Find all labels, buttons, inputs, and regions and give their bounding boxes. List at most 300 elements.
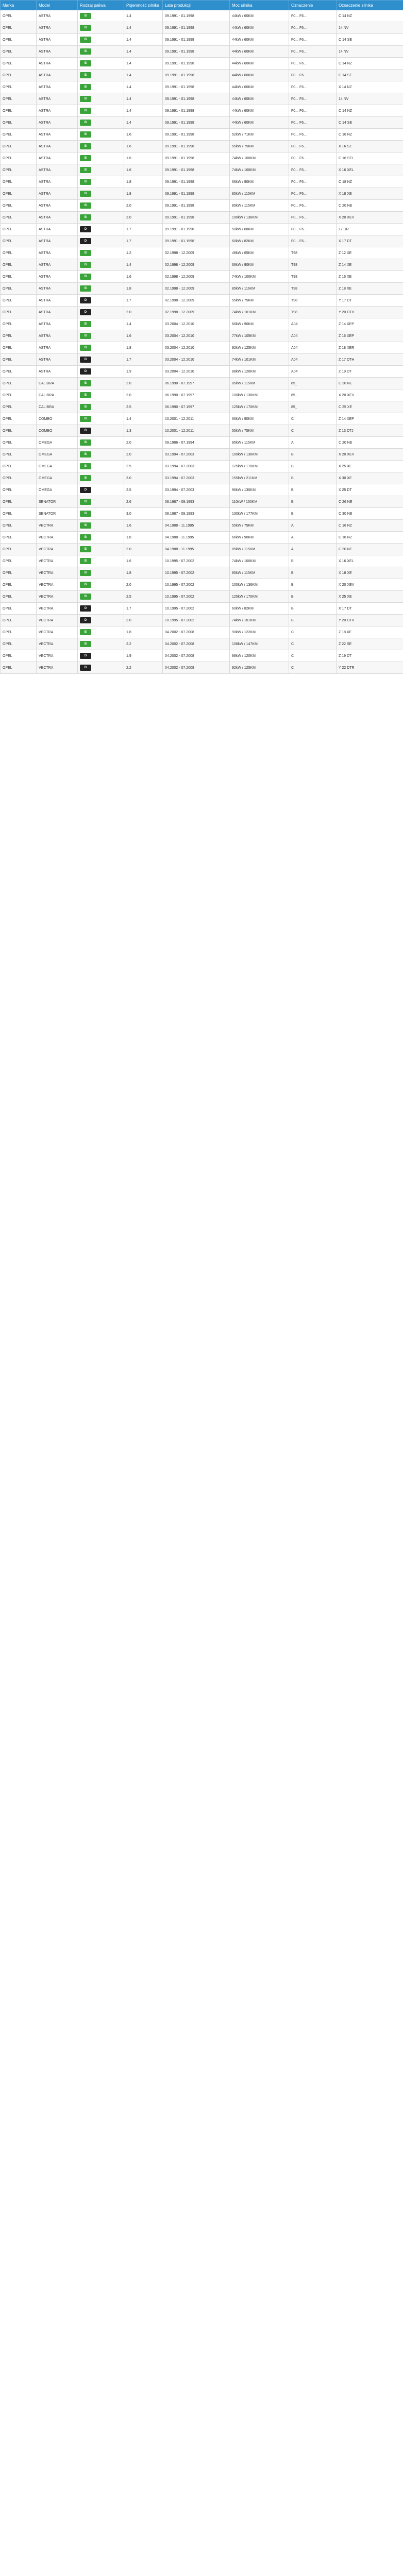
cell-capacity: 3.0 bbox=[124, 508, 163, 520]
fuel-badge: B bbox=[80, 345, 91, 351]
cell-years: 04.2002 - 07.2008 bbox=[163, 638, 230, 650]
cell-model: OMEGA bbox=[37, 461, 78, 472]
header-years: Lata produkcji bbox=[163, 1, 230, 10]
table-row bbox=[1, 591, 403, 603]
cell-code: F0... F6... bbox=[289, 105, 337, 117]
fuel-badge: B bbox=[80, 120, 91, 126]
fuel-badge: B bbox=[80, 285, 91, 292]
cell-model: ASTRA bbox=[37, 105, 78, 117]
table-row bbox=[1, 200, 403, 212]
cell-power: 48kW / 65KM bbox=[230, 247, 289, 259]
fuel-badge: D bbox=[80, 665, 91, 671]
cell-fuel bbox=[78, 389, 124, 401]
parts-compatibility-table bbox=[0, 0, 403, 674]
cell-make: OPEL bbox=[1, 176, 37, 188]
cell-power: 125kW / 170KM bbox=[230, 591, 289, 603]
cell-make: OPEL bbox=[1, 650, 37, 662]
cell-years: 10.1995 - 07.2002 bbox=[163, 615, 230, 626]
cell-engine: Z 14 XEP bbox=[337, 413, 403, 425]
cell-power: 88kW / 120KM bbox=[230, 366, 289, 378]
cell-fuel bbox=[78, 22, 124, 34]
cell-engine: Z 16 XE bbox=[337, 271, 403, 283]
cell-code: F0... F6... bbox=[289, 117, 337, 129]
fuel-badge: B bbox=[80, 274, 91, 280]
cell-capacity: 1.6 bbox=[124, 520, 163, 532]
cell-power: 74kW / 100KM bbox=[230, 164, 289, 176]
cell-model: ASTRA bbox=[37, 259, 78, 271]
cell-code: B bbox=[289, 591, 337, 603]
table-row bbox=[1, 93, 403, 105]
cell-make: OPEL bbox=[1, 235, 37, 247]
cell-code: C bbox=[289, 626, 337, 638]
cell-fuel bbox=[78, 413, 124, 425]
cell-make: OPEL bbox=[1, 224, 37, 235]
cell-capacity: 2.0 bbox=[124, 579, 163, 591]
cell-fuel bbox=[78, 141, 124, 152]
cell-code: F0... F6... bbox=[289, 235, 337, 247]
table-row bbox=[1, 354, 403, 366]
cell-power: 66kW / 90KM bbox=[230, 176, 289, 188]
cell-make: OPEL bbox=[1, 544, 37, 555]
table-row bbox=[1, 283, 403, 295]
header-capacity: Pojemność silnika bbox=[124, 1, 163, 10]
cell-engine: X 18 XE bbox=[337, 567, 403, 579]
cell-years: 03.2004 - 12.2010 bbox=[163, 318, 230, 330]
cell-code: T98 bbox=[289, 247, 337, 259]
cell-capacity: 1.2 bbox=[124, 247, 163, 259]
cell-code: T98 bbox=[289, 295, 337, 307]
cell-capacity: 2.0 bbox=[124, 389, 163, 401]
cell-power: 155kW / 211KM bbox=[230, 472, 289, 484]
fuel-badge: B bbox=[80, 404, 91, 410]
cell-power: 85kW / 115KM bbox=[230, 378, 289, 389]
cell-capacity: 1.8 bbox=[124, 567, 163, 579]
cell-capacity: 2.0 bbox=[124, 449, 163, 461]
table-row bbox=[1, 389, 403, 401]
cell-engine: C 14 NZ bbox=[337, 105, 403, 117]
cell-fuel bbox=[78, 603, 124, 615]
cell-engine: Z 18 XE bbox=[337, 283, 403, 295]
cell-code: 85_ bbox=[289, 389, 337, 401]
cell-make: OPEL bbox=[1, 247, 37, 259]
cell-fuel bbox=[78, 259, 124, 271]
cell-capacity: 2.0 bbox=[124, 544, 163, 555]
cell-power: 74kW / 100KM bbox=[230, 152, 289, 164]
fuel-badge: D bbox=[80, 368, 91, 375]
cell-code: F0... F6... bbox=[289, 70, 337, 81]
cell-code: B bbox=[289, 567, 337, 579]
table-row bbox=[1, 10, 403, 22]
cell-fuel bbox=[78, 81, 124, 93]
table-row bbox=[1, 662, 403, 674]
cell-engine: Z 12 XE bbox=[337, 247, 403, 259]
table-row bbox=[1, 425, 403, 437]
cell-years: 06.1990 - 07.1997 bbox=[163, 389, 230, 401]
cell-years: 10.1995 - 07.2002 bbox=[163, 579, 230, 591]
cell-make: OPEL bbox=[1, 200, 37, 212]
cell-capacity: 1.4 bbox=[124, 81, 163, 93]
cell-power: 85kW / 115KM bbox=[230, 437, 289, 449]
fuel-badge: B bbox=[80, 380, 91, 386]
fuel-badge: B bbox=[80, 250, 91, 256]
cell-model: ASTRA bbox=[37, 152, 78, 164]
fuel-badge: B bbox=[80, 499, 91, 505]
table-row bbox=[1, 579, 403, 591]
cell-engine: C 30 NE bbox=[337, 508, 403, 520]
cell-model: VECTRA bbox=[37, 626, 78, 638]
cell-make: OPEL bbox=[1, 10, 37, 22]
cell-capacity: 1.3 bbox=[124, 425, 163, 437]
cell-model: ASTRA bbox=[37, 271, 78, 283]
cell-power: 44kW / 60KM bbox=[230, 34, 289, 46]
cell-code: B bbox=[289, 449, 337, 461]
table-row bbox=[1, 650, 403, 662]
cell-model: ASTRA bbox=[37, 176, 78, 188]
cell-model: ASTRA bbox=[37, 247, 78, 259]
cell-power: 100kW / 136KM bbox=[230, 212, 289, 224]
cell-fuel bbox=[78, 105, 124, 117]
cell-model: OMEGA bbox=[37, 484, 78, 496]
fuel-badge: B bbox=[80, 511, 91, 517]
cell-power: 50kW / 68KM bbox=[230, 224, 289, 235]
cell-years: 09.1991 - 01.1998 bbox=[163, 46, 230, 58]
cell-engine: Z 16 XEP bbox=[337, 330, 403, 342]
cell-make: OPEL bbox=[1, 342, 37, 354]
cell-model: ASTRA bbox=[37, 164, 78, 176]
cell-make: OPEL bbox=[1, 141, 37, 152]
cell-model: ASTRA bbox=[37, 342, 78, 354]
cell-code: 85_ bbox=[289, 401, 337, 413]
fuel-badge: B bbox=[80, 641, 91, 647]
cell-fuel bbox=[78, 318, 124, 330]
fuel-badge: B bbox=[80, 72, 91, 78]
cell-years: 09.1991 - 01.1998 bbox=[163, 105, 230, 117]
fuel-badge: D bbox=[80, 309, 91, 315]
cell-fuel bbox=[78, 46, 124, 58]
cell-engine: Z 17 DTH bbox=[337, 354, 403, 366]
cell-model: ASTRA bbox=[37, 330, 78, 342]
cell-fuel bbox=[78, 401, 124, 413]
cell-capacity: 1.4 bbox=[124, 93, 163, 105]
cell-make: OPEL bbox=[1, 532, 37, 544]
cell-years: 09.1991 - 01.1998 bbox=[163, 235, 230, 247]
cell-model: CALIBRA bbox=[37, 401, 78, 413]
cell-fuel bbox=[78, 164, 124, 176]
cell-fuel bbox=[78, 152, 124, 164]
cell-code: A04 bbox=[289, 354, 337, 366]
cell-engine: Y 22 DTR bbox=[337, 662, 403, 674]
table-row bbox=[1, 449, 403, 461]
cell-code: C bbox=[289, 413, 337, 425]
fuel-badge: B bbox=[80, 463, 91, 469]
cell-capacity: 1.8 bbox=[124, 626, 163, 638]
table-row bbox=[1, 81, 403, 93]
cell-fuel bbox=[78, 342, 124, 354]
cell-code: F0... F6... bbox=[289, 152, 337, 164]
table-row bbox=[1, 129, 403, 141]
fuel-badge: B bbox=[80, 570, 91, 576]
cell-model: ASTRA bbox=[37, 10, 78, 22]
cell-model: ASTRA bbox=[37, 224, 78, 235]
cell-code: T98 bbox=[289, 271, 337, 283]
cell-engine: X 17 DT bbox=[337, 235, 403, 247]
fuel-badge: B bbox=[80, 131, 91, 138]
cell-power: 52kW / 71KM bbox=[230, 129, 289, 141]
cell-capacity: 1.9 bbox=[124, 366, 163, 378]
cell-code: B bbox=[289, 472, 337, 484]
cell-model: ASTRA bbox=[37, 283, 78, 295]
cell-power: 88kW / 120KM bbox=[230, 650, 289, 662]
table-row bbox=[1, 472, 403, 484]
cell-capacity: 1.4 bbox=[124, 34, 163, 46]
cell-power: 77kW / 105KM bbox=[230, 330, 289, 342]
cell-fuel bbox=[78, 567, 124, 579]
cell-capacity: 1.4 bbox=[124, 10, 163, 22]
table-row bbox=[1, 520, 403, 532]
cell-power: 85kW / 115KM bbox=[230, 544, 289, 555]
fuel-badge: B bbox=[80, 392, 91, 398]
cell-years: 09.1991 - 01.1998 bbox=[163, 164, 230, 176]
cell-power: 90kW / 122KM bbox=[230, 626, 289, 638]
cell-years: 04.1988 - 11.1995 bbox=[163, 520, 230, 532]
cell-make: OPEL bbox=[1, 58, 37, 70]
cell-capacity: 2.0 bbox=[124, 378, 163, 389]
cell-power: 125kW / 170KM bbox=[230, 461, 289, 472]
fuel-badge: B bbox=[80, 475, 91, 481]
cell-make: OPEL bbox=[1, 152, 37, 164]
cell-engine: C 14 SE bbox=[337, 117, 403, 129]
cell-power: 44kW / 60KM bbox=[230, 93, 289, 105]
cell-engine: X 25 XE bbox=[337, 591, 403, 603]
cell-code: A bbox=[289, 544, 337, 555]
fuel-badge: D bbox=[80, 226, 91, 232]
cell-years: 02.1998 - 12.2009 bbox=[163, 307, 230, 318]
table-row bbox=[1, 70, 403, 81]
cell-power: 55kW / 75KM bbox=[230, 425, 289, 437]
cell-capacity: 1.6 bbox=[124, 141, 163, 152]
table-row bbox=[1, 224, 403, 235]
cell-power: 44kW / 60KM bbox=[230, 70, 289, 81]
cell-power: 92kW / 125KM bbox=[230, 342, 289, 354]
cell-model: VECTRA bbox=[37, 544, 78, 555]
cell-capacity: 1.4 bbox=[124, 413, 163, 425]
cell-code: A bbox=[289, 520, 337, 532]
table-row bbox=[1, 437, 403, 449]
cell-make: OPEL bbox=[1, 437, 37, 449]
table-row bbox=[1, 58, 403, 70]
cell-fuel bbox=[78, 10, 124, 22]
table-row bbox=[1, 34, 403, 46]
fuel-badge: B bbox=[80, 155, 91, 161]
cell-fuel bbox=[78, 212, 124, 224]
cell-make: OPEL bbox=[1, 105, 37, 117]
cell-engine: 14 NV bbox=[337, 93, 403, 105]
cell-model: CALIBRA bbox=[37, 378, 78, 389]
cell-make: OPEL bbox=[1, 34, 37, 46]
cell-power: 85kW / 115KM bbox=[230, 188, 289, 200]
cell-years: 02.1998 - 12.2009 bbox=[163, 295, 230, 307]
table-row bbox=[1, 508, 403, 520]
table-row bbox=[1, 105, 403, 117]
cell-power: 74kW / 100KM bbox=[230, 271, 289, 283]
cell-code: A bbox=[289, 437, 337, 449]
cell-fuel bbox=[78, 295, 124, 307]
cell-fuel bbox=[78, 129, 124, 141]
table-row bbox=[1, 235, 403, 247]
cell-engine: X 20 XEV bbox=[337, 389, 403, 401]
fuel-badge: B bbox=[80, 48, 91, 55]
table-row bbox=[1, 330, 403, 342]
cell-years: 06.1990 - 07.1997 bbox=[163, 401, 230, 413]
cell-engine: 17 DR bbox=[337, 224, 403, 235]
fuel-badge: D bbox=[80, 487, 91, 493]
cell-capacity: 2.6 bbox=[124, 496, 163, 508]
cell-capacity: 1.6 bbox=[124, 271, 163, 283]
table-row bbox=[1, 247, 403, 259]
cell-power: 66kW / 90KM bbox=[230, 259, 289, 271]
cell-power: 44kW / 60KM bbox=[230, 58, 289, 70]
cell-power: 96kW / 130KM bbox=[230, 484, 289, 496]
table-row bbox=[1, 22, 403, 34]
cell-fuel bbox=[78, 271, 124, 283]
cell-capacity: 1.4 bbox=[124, 318, 163, 330]
cell-model: VECTRA bbox=[37, 603, 78, 615]
cell-model: VECTRA bbox=[37, 532, 78, 544]
fuel-badge: B bbox=[80, 25, 91, 31]
fuel-badge: B bbox=[80, 191, 91, 197]
cell-make: OPEL bbox=[1, 579, 37, 591]
cell-years: 04.2002 - 07.2008 bbox=[163, 662, 230, 674]
cell-code: F0... F6... bbox=[289, 58, 337, 70]
cell-fuel bbox=[78, 496, 124, 508]
cell-model: ASTRA bbox=[37, 200, 78, 212]
cell-make: OPEL bbox=[1, 484, 37, 496]
cell-years: 09.1991 - 01.1998 bbox=[163, 70, 230, 81]
cell-fuel bbox=[78, 93, 124, 105]
cell-years: 09.1991 - 01.1998 bbox=[163, 129, 230, 141]
cell-make: OPEL bbox=[1, 354, 37, 366]
cell-power: 110kW / 150KM bbox=[230, 496, 289, 508]
cell-make: OPEL bbox=[1, 520, 37, 532]
cell-model: VECTRA bbox=[37, 520, 78, 532]
cell-engine: X 14 NZ bbox=[337, 81, 403, 93]
cell-code: B bbox=[289, 461, 337, 472]
cell-capacity: 1.7 bbox=[124, 235, 163, 247]
cell-power: 44kW / 60KM bbox=[230, 22, 289, 34]
cell-code: F0... F6... bbox=[289, 81, 337, 93]
cell-code: A04 bbox=[289, 318, 337, 330]
cell-years: 09.1991 - 01.1998 bbox=[163, 200, 230, 212]
cell-power: 60kW / 82KM bbox=[230, 235, 289, 247]
cell-make: OPEL bbox=[1, 378, 37, 389]
cell-fuel bbox=[78, 437, 124, 449]
cell-engine: X 25 DT bbox=[337, 484, 403, 496]
cell-code: F0... F6... bbox=[289, 176, 337, 188]
fuel-badge: B bbox=[80, 451, 91, 457]
cell-make: OPEL bbox=[1, 615, 37, 626]
cell-engine: C 26 NE bbox=[337, 496, 403, 508]
cell-years: 09.1991 - 01.1998 bbox=[163, 224, 230, 235]
cell-years: 10.1995 - 07.2002 bbox=[163, 603, 230, 615]
table-body bbox=[1, 10, 403, 674]
cell-engine: C 14 NZ bbox=[337, 10, 403, 22]
table-row bbox=[1, 413, 403, 425]
cell-code: F0... F6... bbox=[289, 212, 337, 224]
cell-power: 66kW / 90KM bbox=[230, 413, 289, 425]
cell-model: CALIBRA bbox=[37, 389, 78, 401]
cell-code: C bbox=[289, 662, 337, 674]
cell-make: OPEL bbox=[1, 330, 37, 342]
cell-engine: Z 22 SE bbox=[337, 638, 403, 650]
cell-capacity: 2.0 bbox=[124, 307, 163, 318]
cell-power: 44kW / 60KM bbox=[230, 81, 289, 93]
cell-fuel bbox=[78, 354, 124, 366]
cell-code: T98 bbox=[289, 307, 337, 318]
cell-capacity: 1.6 bbox=[124, 555, 163, 567]
cell-years: 09.1991 - 01.1998 bbox=[163, 93, 230, 105]
cell-capacity: 2.0 bbox=[124, 212, 163, 224]
fuel-badge: B bbox=[80, 143, 91, 149]
cell-years: 10.2001 - 12.2011 bbox=[163, 413, 230, 425]
header-model: Model bbox=[37, 1, 78, 10]
cell-years: 03.1994 - 07.2003 bbox=[163, 449, 230, 461]
cell-code: F0... F6... bbox=[289, 164, 337, 176]
cell-fuel bbox=[78, 200, 124, 212]
cell-engine: Y 20 DTH bbox=[337, 307, 403, 318]
cell-code: C bbox=[289, 638, 337, 650]
table-row bbox=[1, 117, 403, 129]
fuel-badge: B bbox=[80, 96, 91, 102]
fuel-badge: B bbox=[80, 108, 91, 114]
header-engine: Oznaczenie silnika bbox=[337, 1, 403, 10]
cell-code: B bbox=[289, 484, 337, 496]
fuel-badge: B bbox=[80, 262, 91, 268]
cell-model: SENATOR bbox=[37, 496, 78, 508]
cell-model: VECTRA bbox=[37, 638, 78, 650]
cell-years: 03.2004 - 12.2010 bbox=[163, 354, 230, 366]
cell-fuel bbox=[78, 662, 124, 674]
cell-power: 74kW / 101KM bbox=[230, 307, 289, 318]
cell-capacity: 1.4 bbox=[124, 105, 163, 117]
cell-make: OPEL bbox=[1, 117, 37, 129]
cell-years: 09.1991 - 01.1998 bbox=[163, 81, 230, 93]
cell-make: OPEL bbox=[1, 188, 37, 200]
cell-code: B bbox=[289, 603, 337, 615]
cell-capacity: 1.6 bbox=[124, 330, 163, 342]
cell-fuel bbox=[78, 235, 124, 247]
cell-code: A04 bbox=[289, 366, 337, 378]
table-row bbox=[1, 544, 403, 555]
cell-fuel bbox=[78, 449, 124, 461]
table-row bbox=[1, 307, 403, 318]
cell-power: 85kW / 116KM bbox=[230, 283, 289, 295]
cell-years: 10.2001 - 12.2011 bbox=[163, 425, 230, 437]
cell-capacity: 2.0 bbox=[124, 615, 163, 626]
cell-code: A bbox=[289, 532, 337, 544]
cell-years: 04.1988 - 11.1995 bbox=[163, 532, 230, 544]
fuel-badge: D bbox=[80, 428, 91, 434]
cell-model: ASTRA bbox=[37, 22, 78, 34]
cell-capacity: 1.7 bbox=[124, 603, 163, 615]
cell-engine: Z 18 XER bbox=[337, 342, 403, 354]
cell-model: COMBO bbox=[37, 413, 78, 425]
cell-fuel bbox=[78, 555, 124, 567]
cell-engine: X 20 XEV bbox=[337, 579, 403, 591]
fuel-badge: D bbox=[80, 357, 91, 363]
cell-capacity: 1.7 bbox=[124, 224, 163, 235]
cell-capacity: 1.6 bbox=[124, 129, 163, 141]
cell-code: C bbox=[289, 425, 337, 437]
